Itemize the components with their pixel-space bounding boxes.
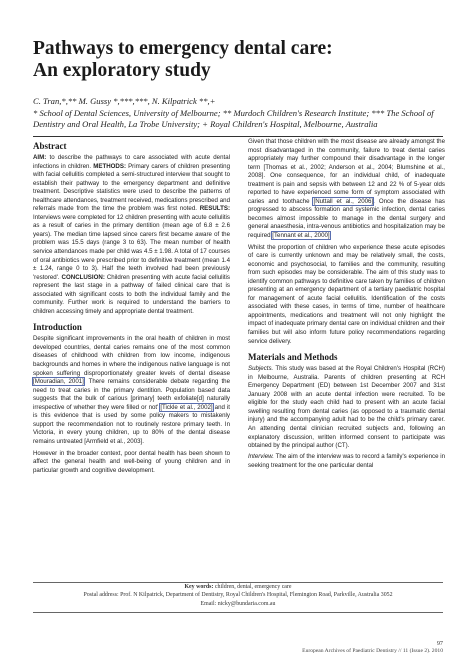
abstract-body	[33, 154, 230, 316]
author-block	[33, 96, 443, 131]
title-line-1: Pathways to emergency dental care:	[33, 38, 333, 59]
citation-link[interactable]: [Tickle et al., 2002]	[160, 403, 213, 411]
subjects-label: Subjects.	[248, 365, 274, 373]
intro-text-b: . There remains considerable debate regarding the need to treat caries in the primary dentition. Population based data suggests that the bulk of carious [primary] teeth exfoliate[d] naturally irrespective of whether they were filled or not'	[33, 378, 231, 411]
conclusion-text: Children presenting with acute facial cellulitis represent the last stage in a pathway of failed clinical care that is associated with significant costs to both the individual family and the community. Further work is required to understand the barriers to children accessing timely and appropriate dental treatment.	[33, 273, 230, 315]
affiliation-line-1: * School of Dental Sciences, University of Melbourne; ** Murdoch Children's Research Institute; *** The School of	[33, 107, 434, 118]
keywords-line	[33, 583, 443, 591]
intro-text-c: and it is this evidence that is used by some policy makers to mistakenly support the recommendation not to routinely restore primary teeth. In Victoria, in every young children, up to 80% of the dental disease remains untreated [Armfield et al., 2003].	[33, 403, 231, 445]
page-number: 97	[436, 640, 443, 647]
citation-link[interactable]: [Mouradian, 2001]	[33, 378, 84, 386]
methods-heading: Materials and Methods	[248, 352, 338, 363]
postal-address: Postal address: Prof. N Kilpatrick, Department of Dentistry, Royal Children's Hospital, Flemington Road, Parkville, Australia 3052	[83, 592, 393, 599]
journal-citation: European Archives of Paediatric Dentistry // 11 (Issue 2). 2010	[302, 648, 443, 654]
right-text-b: . Once the disease has progressed to abscess formation and systemic infection, dental caries becomes almost impossible to manage in the dental surgery and general anaesthesia, intra-venous antibiotics and hospitalization may be required	[248, 197, 446, 240]
aim-text: to describe the pathways to care associated with acute dental infections in children.	[33, 154, 230, 170]
author-list: C. Tran,*,** M. Gussy *,***,***, N. Kilpatrick **,+	[33, 96, 216, 106]
paper-title	[33, 38, 443, 82]
aim-label: AIM:	[33, 154, 47, 161]
title-line-2: An exploratory study	[33, 60, 211, 81]
abstract-heading: Abstract	[33, 141, 67, 151]
results-label: RESULTS:	[199, 205, 230, 213]
affiliation-line-2: Dentistry and Oral Health, La Trobe University; + Royal Children's Hospital, Melbourne, Australia	[33, 119, 378, 129]
keywords-text: children, dental, emergency care	[213, 584, 292, 590]
methods-label: METHODS:	[93, 162, 126, 170]
introduction-heading: Introduction	[33, 322, 82, 333]
left-column	[33, 141, 230, 478]
email-address: Email: nicky@bundaria.com.au	[200, 600, 276, 607]
right-text-c: .	[329, 232, 332, 240]
interview-paragraph	[248, 453, 445, 470]
intro-paragraph-2: However in the broader context, poor dental health has been shown to affect the general health and well-being of young children and in particular growth and cognitive development.	[33, 449, 230, 474]
results-text: Interviews were completed for 12 children presenting with acute cellulitis as a result of caries in the primary dentition (mean age of 6.8 ± 2.6 years). The median time lapsed since carers first became aware of the problem was 15.5 days (range 3 to 63). The mean number of health service attendances made per child was 4.5 ± 1.98. A total of 17 courses of oral antibiotics were prescribed prior to definitive treatment (mean 1.4 ± 1.24, range 0 to 3). Half the teeth involved had been previously 'restored'.	[33, 213, 230, 281]
right-paragraph-1	[248, 138, 445, 241]
interview-label: Interview.	[248, 453, 274, 461]
right-column	[248, 138, 445, 473]
subjects-text: This study was based at the Royal Children's Hospital (RCH) in Melbourne, Australia. Parents of children presenting at RCH Emergency Department (ED) between 1st December 2007 and 31st January 2008 with an acute dental infection were recruited. To be eligible for the study each child had to present with an acute facial swelling resulting from dental caries (as opposed to a traumatic dental injury) and the accompanying adult had to be the child's primary carer. An attending dental clinician recruited subjects and, following an explanatory discussion, written informed consent to participate was obtained by the principal author (CT).	[248, 365, 445, 450]
intro-paragraph-1	[33, 335, 230, 446]
footer-rule	[33, 612, 443, 613]
interview-text: The aim of the interview was to record a family's experience in seeking treatment for the one particular dental	[248, 453, 445, 469]
intro-text-a: Despite significant improvements in the oral health of children in most developed countries, dental caries remains one of the most common diseases of childhood with children from low income, indigenous backgrounds and homes in where the indigenous native language is not spoken suffering disproportionately greater levels of dental disease	[33, 335, 230, 377]
right-text-a: Given that those children with the most disease are already amongst the most disadvantaged in the community, failure to treat dental caries appropriately may further compound their disadvantage in the longer term [Thomas et al., 2002; Anderson et al., 2004; Blumshine et al., 2008]. One consequence, for an individual child, of inadequate treatment is pain and sepsis with between 12 and 22 % of 5-year olds reported to have experienced some form of symptom associated with caries and toothache	[248, 138, 445, 205]
citation-link[interactable]: [Nuttall et al., 2006]	[313, 197, 374, 205]
keywords-label: Key words:	[184, 584, 214, 590]
subjects-paragraph	[248, 365, 445, 450]
footnote-block	[33, 582, 443, 608]
right-paragraph-2: Whilst the proportion of children who experience these acute episodes of care is currently unknown and may be relatively small, the costs, economic and psychosocial, to families and the community, resulting from such episodes may be considerable. The aim of this study was to identify common pathways to definitive care taken by families of children presenting at an emergency department of a tertiary paediatric hospital for management of acute facial cellulitis. Identification of the costs associated with these cases, in terms of time, number of healthcare appointments, medications and treatment will not only highlight the impact of inadequate primary dental care on individual children and their families but will also inform future policy recommendations regarding service delivery.	[248, 243, 445, 345]
methods-text: Primary carers of children presenting with facial cellulitis completed a semi-structured interview that sought to establish their pathway to the emergency department and definitive treatment. Descriptive statistics were used to describe the patterns of healthcare attendances, treatment received, medications prescribed and referrals made from the time the problem was first noted.	[33, 162, 230, 213]
header-rule	[33, 136, 443, 137]
citation-link[interactable]: [Tennant et al., 2000]	[272, 232, 330, 240]
conclusion-label: CONCLUSION:	[61, 273, 105, 281]
